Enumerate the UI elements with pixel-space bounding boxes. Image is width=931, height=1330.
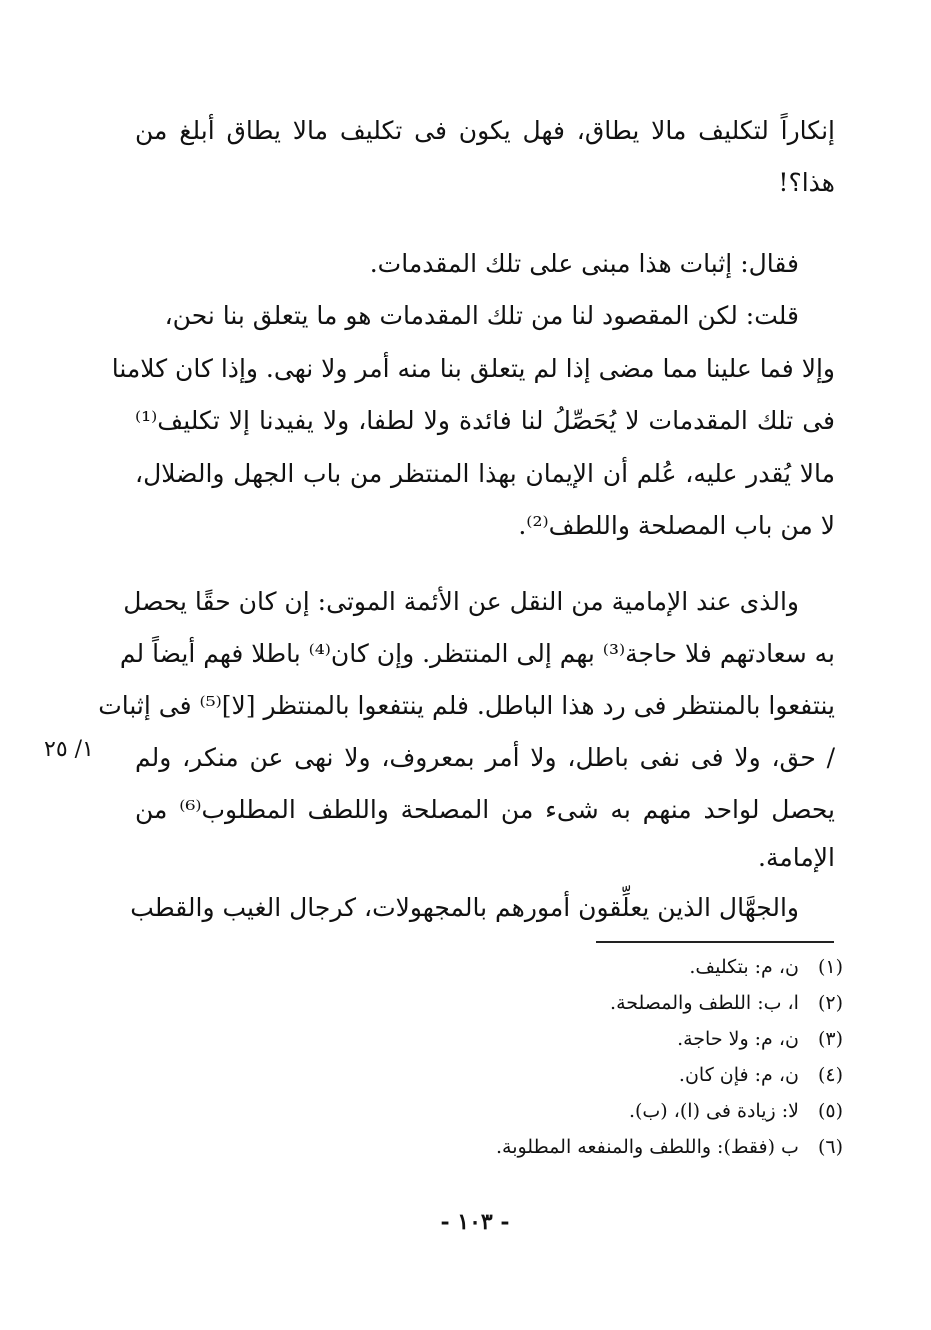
footnote (343, 1025, 843, 1055)
text-line: لا من باب المصلحة واللطف⁽²⁾. (518, 511, 835, 540)
footnote-number: (٣) (817, 1028, 843, 1050)
margin-note: ١/ ٢٥ (44, 737, 94, 762)
footnote-divider (596, 941, 834, 943)
footnote-text: ا، ب: اللطف والمصلحة. (610, 992, 799, 1014)
text-line: وإلا فما علينا مما مضى إذا لم يتعلق بنا منه أمر ولا نهى. وإذا كان كلامنا (111, 354, 835, 383)
footnote (343, 1061, 843, 1091)
footnote-text: ن، م: ولا حاجة. (677, 1028, 799, 1050)
text-line: فى تلك المقدمات لا يُحَصِّلُ لنا فائدة ولا لطفا، ولا يفيدنا إلا تكليف⁽¹⁾ (135, 406, 835, 435)
text-line: والذى عند الإمامية من النقل عن الأئمة الموتى: إن كان حقًا يحصل (123, 587, 799, 616)
text-line: والجهَّال الذين يعلِّقون أمورهم بالمجهولات، كرجال الغيب والقطب (130, 893, 799, 922)
footnote-text: ن، م: فإن كان. (678, 1064, 799, 1086)
text-line: مالا يُقدر عليه، عُلم أن الإيمان بهذا المنتظر من باب الجهل والضلال، (135, 459, 835, 488)
text-line: الإمامة. (758, 843, 835, 872)
text-line: فقال: إثبات هذا مبنى على تلك المقدمات. (369, 249, 799, 278)
text-line: يحصل لواحد منهم به شىء من المصلحة واللطف المطلوب⁽⁶⁾ من (135, 795, 835, 824)
footnote-number: (٥) (817, 1100, 843, 1122)
text-line: قلت: لكن المقصود لنا من تلك المقدمات هو ما يتعلق بنا نحن، (164, 301, 799, 330)
footnote-number: (١) (817, 956, 843, 978)
text-line: ينتفعوا بالمنتظر فى رد هذا الباطل. فلم ينتفعوا بالمنتظر [لا]⁽⁵⁾ فى إثبات (98, 691, 835, 720)
footnote (343, 1133, 843, 1163)
page-number: - ١٠٣ - (440, 1209, 510, 1235)
footnote-text: لا: زيادة فى (ا)، (ب). (628, 1100, 799, 1122)
footnote (343, 989, 843, 1019)
footnote-text: ن، م: بتكليف. (689, 956, 799, 978)
text-line: / حق، ولا فى نفى باطل، ولا أمر بمعروف، ولا نهى عن منكر، ولم (135, 743, 835, 772)
footnote-number: (٢) (817, 992, 843, 1014)
footnote-text: ب (فقط): واللطف والمنفعه المطلوبة. (495, 1136, 799, 1158)
footnote (343, 953, 843, 983)
text-line: هذا؟! (778, 168, 835, 197)
footnote-number: (٤) (817, 1064, 843, 1086)
footnote (343, 1097, 843, 1127)
text-line: به سعادتهم فلا حاجة⁽³⁾ بهم إلى المنتظر. وإن كان⁽⁴⁾ باطلا فهم أيضاً لم (119, 639, 835, 668)
footnote-number: (٦) (817, 1136, 843, 1158)
text-line: إنكاراً لتكليف مالا يطاق، فهل يكون فى تكليف مالا يطاق أبلغ من (135, 116, 835, 145)
